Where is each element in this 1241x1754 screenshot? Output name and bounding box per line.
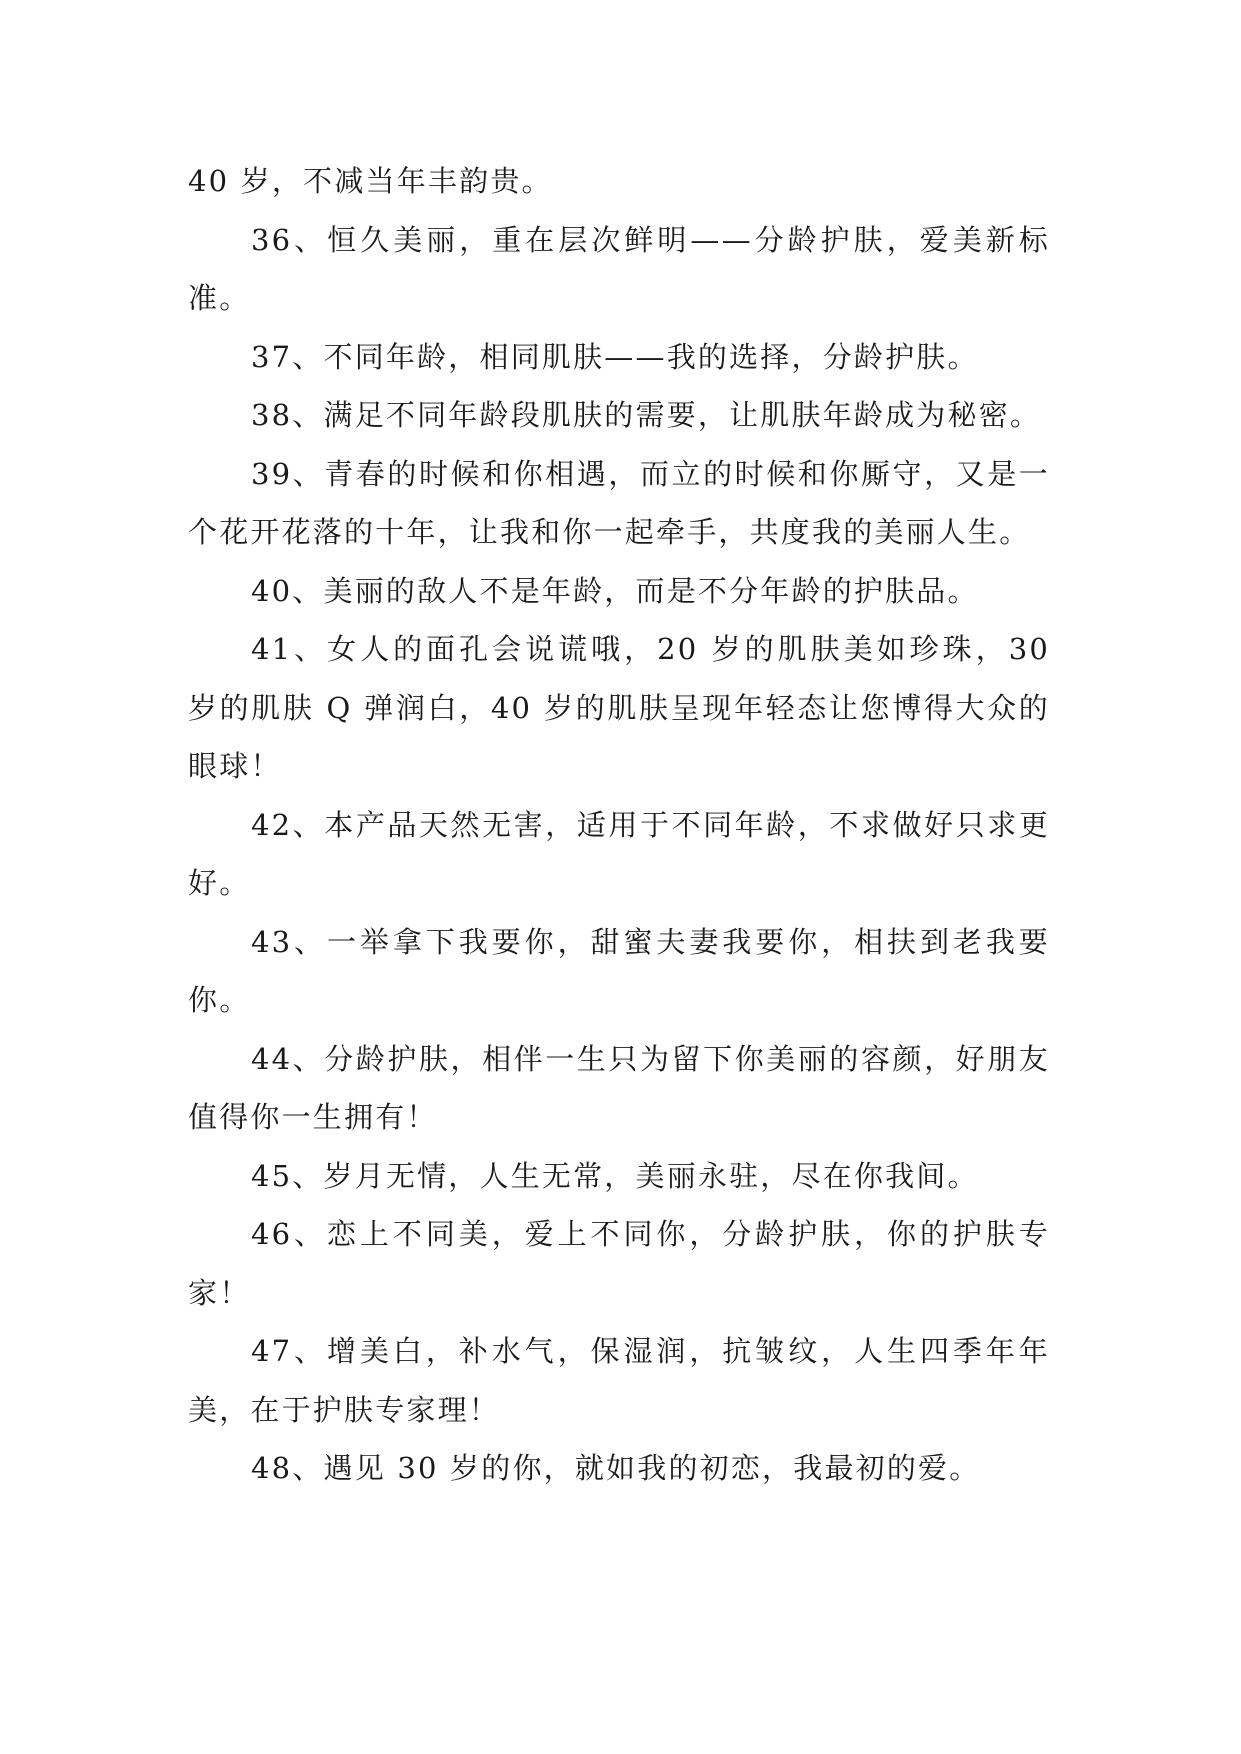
paragraph-43: 43、一举拿下我要你，甜蜜夫妻我要你，相扶到老我要你。 [188, 924, 1050, 1017]
paragraph-44: 44、分龄护肤，相伴一生只为留下你美丽的容颜，好朋友值得你一生拥有！ [188, 1041, 1050, 1134]
paragraph-42: 42、本产品天然无害，适用于不同年龄，不求做好只求更好。 [188, 807, 1050, 900]
paragraph-46: 46、恋上不同美，爱上不同你，分龄护肤，你的护肤专家！ [188, 1217, 1050, 1310]
paragraph-47: 47、增美白，补水气，保湿润，抗皱纹，人生四季年年美，在于护肤专家理！ [188, 1334, 1050, 1427]
paragraph-45: 45、岁月无情，人生无常，美丽永驻，尽在你我间。 [251, 1158, 979, 1193]
paragraph-38: 38、满足不同年龄段肌肤的需要，让肌肤年龄成为秘密。 [251, 398, 1042, 432]
paragraph-40: 40、美丽的敌人不是年龄，而是不分年龄的护肤品。 [251, 573, 979, 608]
paragraph-continuation: 40 岁，不减当年丰韵贵。 [188, 164, 553, 198]
paragraph-36: 36、恒久美丽，重在层次鲜明——分龄护肤，爱美新标准。 [188, 222, 1050, 315]
document-body [188, 152, 1050, 1498]
paragraph-41: 41、女人的面孔会说谎哦，20 岁的肌肤美如珍珠，30 岁的肌肤 Q 弹润白，40 岁的肌肤呈现年轻态让您博得大众的眼球！ [188, 632, 1050, 783]
paragraph-37: 37、不同年龄，相同肌肤——我的选择，分龄护肤。 [251, 339, 979, 374]
paragraph-39: 39、青春的时候和你相遇，而立的时候和你厮守，又是一个花开花落的十年，让我和你一起牵手，共度我的美丽人生。 [188, 456, 1050, 549]
paragraph-48: 48、遇见 30 岁的你，就如我的初恋，我最初的爱。 [251, 1451, 981, 1485]
